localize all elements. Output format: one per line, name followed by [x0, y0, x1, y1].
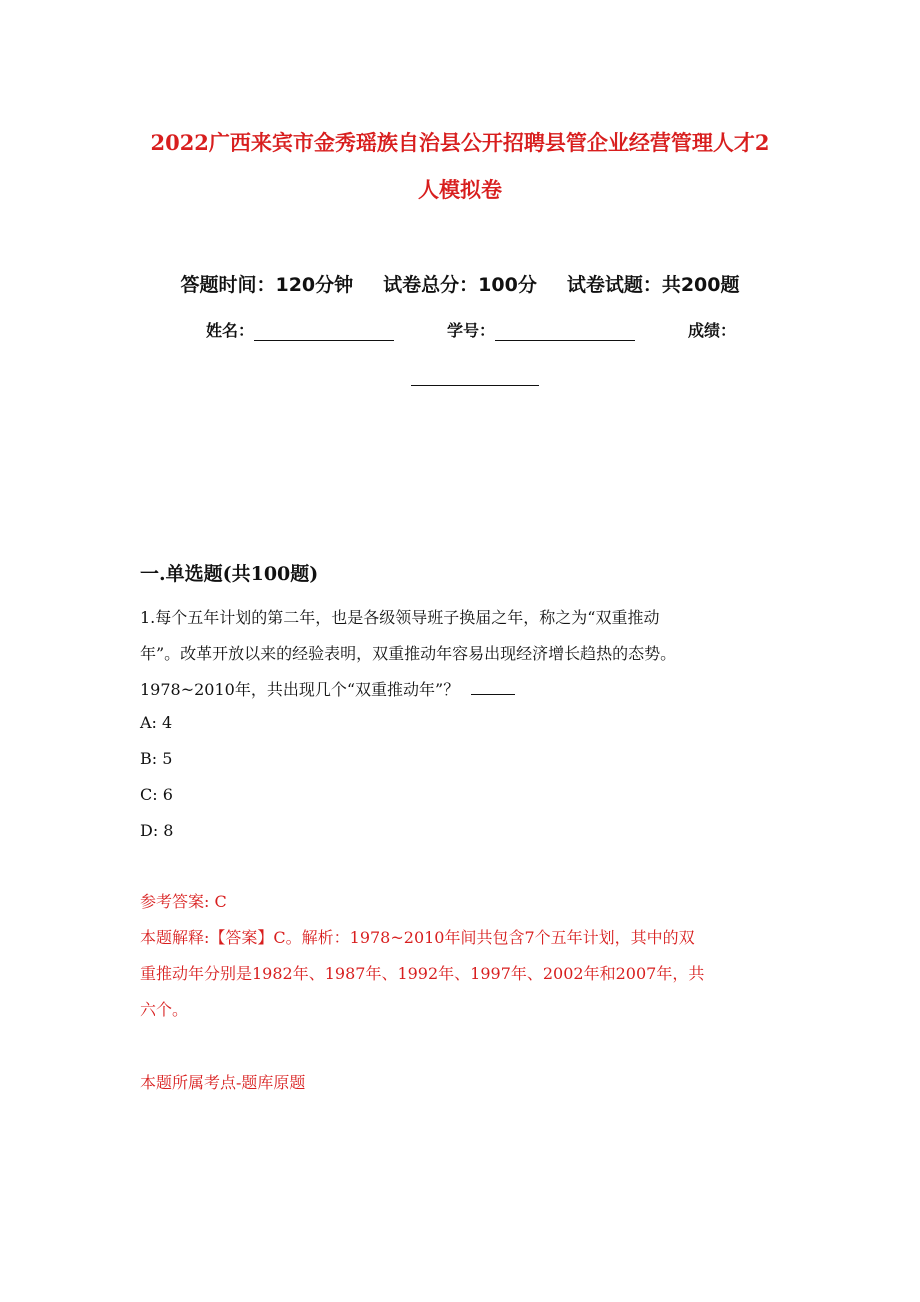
score-label: 成绩： — [688, 321, 737, 340]
score-blank — [411, 385, 539, 386]
option-b: B: 5 — [140, 749, 173, 768]
explanation-line-2: 重推动年分别是1982年、1987年、1992年、1997年、2002年和2007年，共 — [140, 964, 705, 983]
reference-answer: 参考答案: C — [140, 892, 227, 911]
explanation-line-1: 本题解释:【答案】C。解析：1978~2010年间共包含7个五年计划，其中的双 — [140, 928, 695, 947]
question-text-line-3-wrapper — [140, 672, 790, 708]
option-a: A: 4 — [140, 713, 173, 732]
explanation-line-3: 六个。 — [140, 1000, 189, 1019]
name-label: 姓名： — [206, 321, 255, 340]
document-title-line-2: 人模拟卷 — [418, 177, 502, 202]
option-c: C: 6 — [140, 785, 173, 804]
answer-blank — [471, 676, 515, 695]
question-source: 本题所属考点-题库原题 — [140, 1073, 306, 1092]
question-text-line-1: 1.每个五年计划的第二年，也是各级领导班子换届之年，称之为“双重推动 — [140, 608, 660, 627]
student-id-label: 学号： — [447, 321, 496, 340]
document-title-line-1: 2022广西来宾市金秀瑶族自治县公开招聘县管企业经营管理人才2 — [150, 130, 770, 155]
question-options — [140, 705, 173, 849]
student-id-field — [447, 318, 635, 341]
score-field — [688, 318, 736, 341]
student-id-blank — [495, 324, 635, 341]
name-blank — [254, 324, 394, 341]
exam-total-score: 试卷总分：100分 — [383, 274, 537, 296]
name-field — [206, 318, 394, 341]
question-text-line-2: 年”。改革开放以来的经验表明，双重推动年容易出现经济增长趋热的态势。 — [140, 644, 677, 663]
option-d: D: 8 — [140, 821, 174, 840]
answer-block — [140, 884, 790, 1028]
section-heading: 一.单选题(共100题) — [140, 563, 319, 585]
exam-meta-row — [0, 270, 920, 297]
exam-time: 答题时间：120分钟 — [180, 274, 354, 296]
question-text-line-3: 1978~2010年，共出现几个“双重推动年”？ — [140, 680, 460, 699]
exam-question-count: 试卷试题：共200题 — [566, 274, 740, 296]
question-1 — [140, 600, 790, 708]
